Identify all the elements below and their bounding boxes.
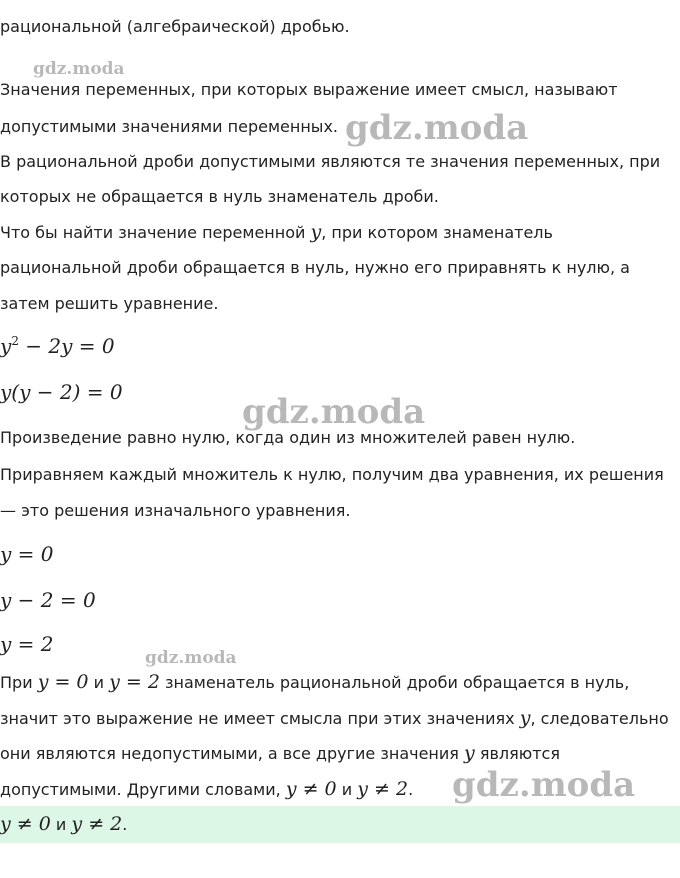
text-line: рациональной (алгебраической) дробью. bbox=[0, 17, 350, 36]
text-line: Значения переменных, при которых выражение имеет смысл, называют bbox=[0, 80, 618, 99]
text-line: В рациональной дроби допустимыми являются те значения переменных, при bbox=[0, 152, 661, 171]
text-line: рациональной дроби обращается в нуль, нужно его приравнять к нулю, а bbox=[0, 258, 630, 277]
text-line: Что бы найти значение переменной y, при котором знаменатель bbox=[0, 221, 553, 243]
text-line: допустимыми. Другими словами, y ≠ 0 и y ≠ 2. bbox=[0, 778, 414, 800]
watermark: gdz.moda bbox=[145, 648, 237, 668]
math-var: y bbox=[310, 221, 322, 243]
equation-5: y = 2 bbox=[0, 632, 54, 656]
watermark: gdz.moda bbox=[33, 59, 125, 79]
answer-box bbox=[0, 806, 680, 843]
equation-1: $y^2 - 2y = 0$ bbox=[0, 334, 115, 358]
answer-text: y ≠ 0 и y ≠ 2. bbox=[0, 813, 128, 835]
equation-3: y = 0 bbox=[0, 542, 54, 566]
text-line: значит это выражение не имеет смысла при этих значениях y, следовательно bbox=[0, 707, 669, 729]
text-line: которых не обращается в нуль знаменатель дроби. bbox=[0, 187, 439, 206]
watermark: gdz.moda bbox=[242, 392, 426, 432]
text-line: затем решить уравнение. bbox=[0, 294, 219, 313]
text-line: Произведение равно нулю, когда один из множителей равен нулю. bbox=[0, 428, 576, 447]
equation-4: y − 2 = 0 bbox=[0, 588, 96, 612]
watermark: gdz.moda bbox=[452, 765, 636, 805]
equation-2: y(y − 2) = 0 bbox=[0, 380, 123, 404]
text-line: При y = 0 и y = 2 знаменатель рациональной дроби обращается в нуль, bbox=[0, 671, 630, 693]
text-line: они являются недопустимыми, а все другие значения y являются bbox=[0, 742, 560, 764]
text-line: допустимыми значениями переменных. bbox=[0, 117, 338, 136]
watermark: gdz.moda bbox=[345, 108, 529, 148]
text-line: — это решения изначального уравнения. bbox=[0, 501, 351, 520]
text-line: Приравняем каждый множитель к нулю, получим два уравнения, их решения bbox=[0, 465, 664, 484]
